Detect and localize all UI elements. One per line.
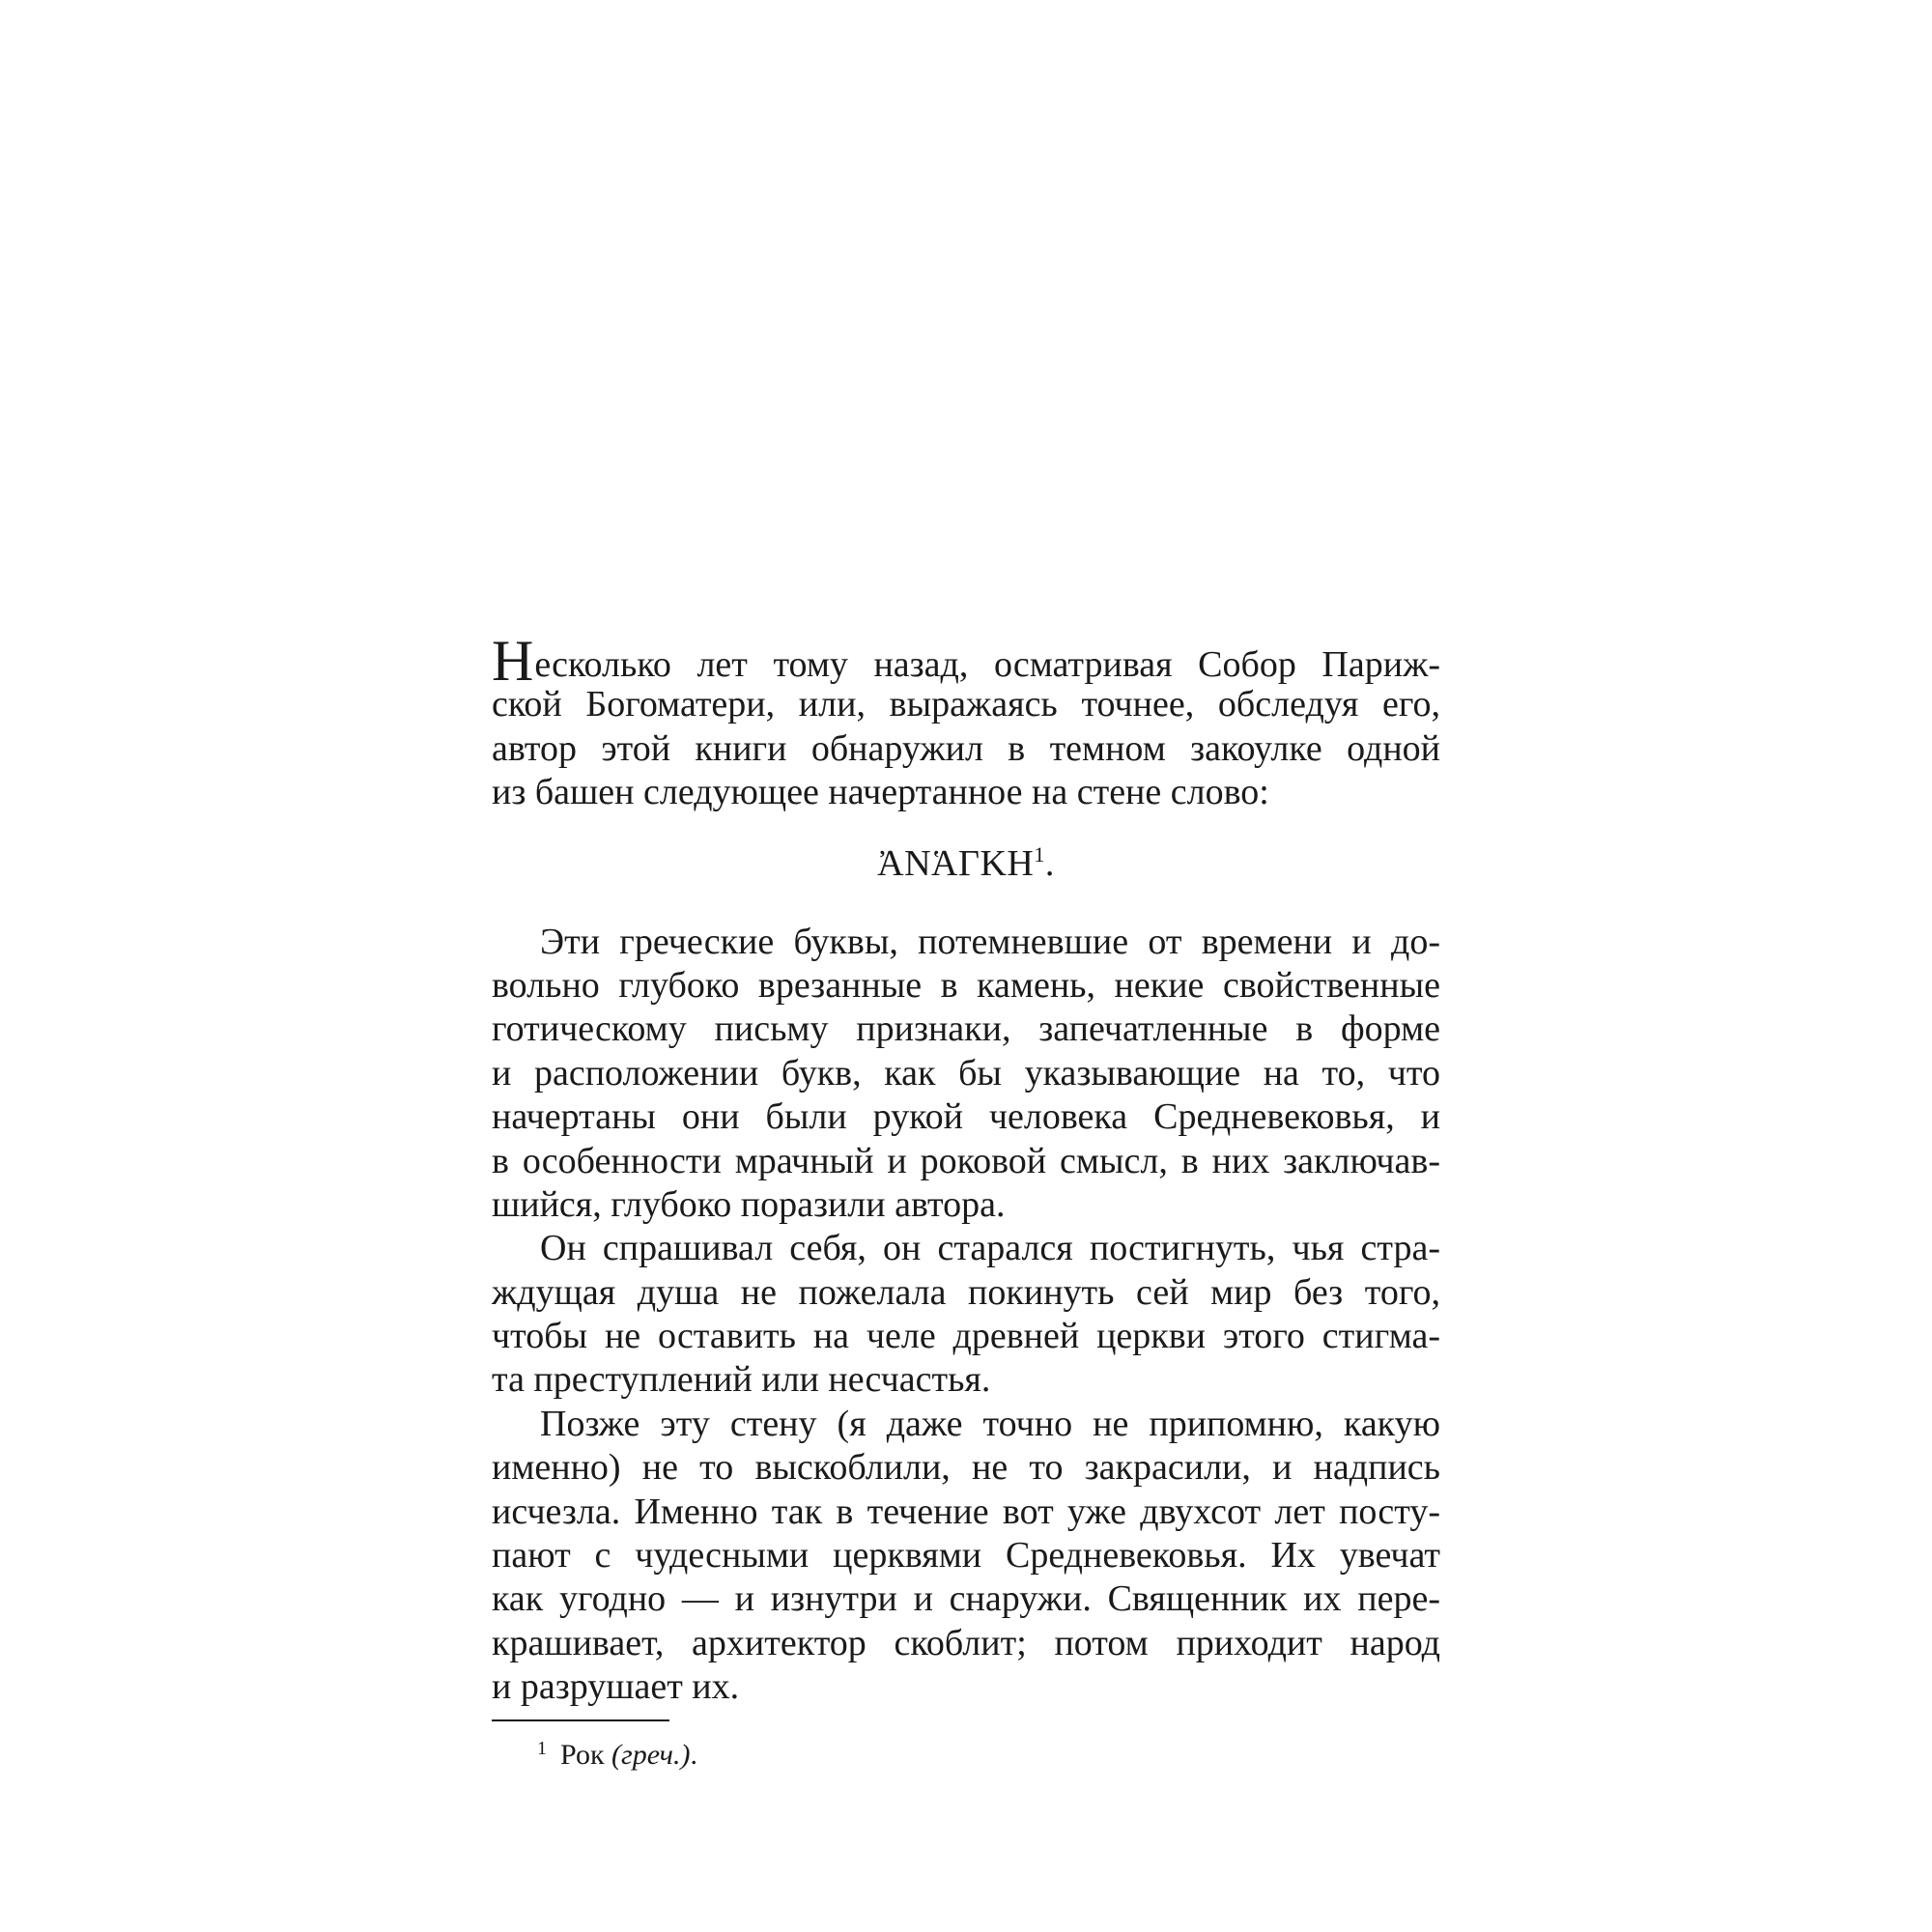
text-line: вольно глубоко врезанные в камень, некие свойственные (492, 964, 1440, 1006)
text-line: исчезла. Именно так в течение вот уже двухсот лет посту- (492, 1491, 1440, 1532)
text-line: крашивает, архитектор скоблит; потом приходит народ (492, 1622, 1440, 1663)
text-line: автор этой книги обнаружил в темном закоулке одной (492, 727, 1440, 769)
text-line: Несколько лет тому назад, осматривая Собор Париж- (492, 629, 1440, 693)
footnote-text: Рок (560, 1739, 612, 1771)
text-line: и расположении букв, как бы указывающие на то, что (492, 1052, 1440, 1094)
greek-inscription: ἈΝἉΓΚΗ$^1$. (877, 841, 1055, 884)
text-line: шийся, глубоко поразили автора. (492, 1183, 1006, 1225)
text-line: та преступлений или несчастья. (492, 1359, 991, 1401)
footnote-gloss: (греч.) (611, 1739, 691, 1771)
paragraph-1 (492, 629, 1440, 815)
text-line: как угодно — и изнутри и снаружи. Священник их пере- (492, 1578, 1440, 1620)
text-line: Эти греческие буквы, потемневшие от времени и до- (540, 921, 1440, 962)
footnote-number: 1 (537, 1738, 547, 1759)
paragraph-4 (492, 1403, 1440, 1710)
footnote-divider (492, 1719, 669, 1721)
main-text (492, 629, 1440, 1710)
text-line: готическому письму признаки, запечатленные в форме (492, 1009, 1440, 1050)
greek-word: ἈΝἉΓΚΗ (877, 842, 1035, 884)
footnote: $^1$ Рок (греч.). (537, 1738, 697, 1771)
footnote-reference: 1 (1034, 841, 1045, 867)
text-line: Он спрашивал себя, он старался постигнуть, чья стра- (540, 1228, 1440, 1269)
text-line: ждущая душа не пожелала покинуть сей мир без того, (492, 1271, 1440, 1313)
text-line: начертаны они были рукой человека Средневековья, и (492, 1096, 1440, 1138)
text-line: и разрушает их. (492, 1666, 740, 1708)
paragraph-2 (492, 921, 1440, 1228)
text-line: из башен следующее начертанное на стене слово: (492, 772, 1269, 813)
drop-cap: Н (492, 629, 534, 693)
text-line: чтобы не оставить на челе древней церкви этого стигма- (492, 1316, 1440, 1357)
text-line: пают с чудесными церквями Средневековья. Их увечат (492, 1535, 1440, 1577)
text-line: ской Богоматери, или, выражаясь точнее, обследуя его, (492, 684, 1440, 725)
text-line: Позже эту стену (я даже точно не припомню, какую (540, 1403, 1440, 1444)
text-line: в особенности мрачный и роковой смысл, в них заключав- (492, 1140, 1440, 1181)
paragraph-3 (492, 1227, 1440, 1403)
text-line: именно) не то выскоблили, не то закрасили, и надпись (492, 1447, 1440, 1489)
